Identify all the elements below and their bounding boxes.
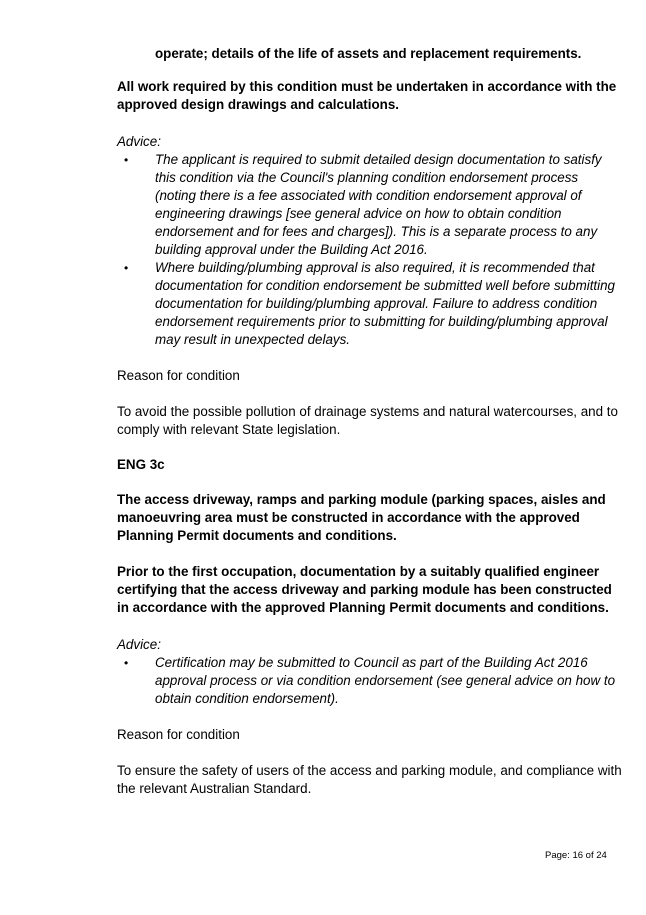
advice-bullet-line: The applicant is required to submit detailed design documentation to satisfy — [155, 152, 602, 167]
page-number: Page: 16 of 24 — [545, 850, 607, 861]
condition-statement-line: approved design drawings and calculations. — [117, 97, 400, 112]
advice-heading: Advice: — [117, 637, 161, 652]
advice-bullet-line: obtain condition endorsement). — [155, 691, 339, 706]
condition-paragraph-line: Planning Permit documents and conditions. — [117, 528, 397, 543]
condition-paragraph-line: manoeuvring area must be constructed in accordance with the approved — [117, 510, 580, 525]
advice-bullet-line: documentation for building/plumbing approval. Failure to address condition — [155, 296, 598, 311]
bullet-marker: • — [124, 656, 129, 670]
reason-heading: Reason for condition — [117, 368, 240, 383]
advice-bullet-line: building approval under the Building Act 2016. — [155, 242, 428, 257]
reason-text-line: the relevant Australian Standard. — [117, 781, 312, 796]
advice-bullet-line: endorsement and for fees and charges]). This is a separate process to any — [155, 224, 598, 239]
advice-bullet-line: Where building/plumbing approval is also required, it is recommended that — [155, 260, 595, 275]
bullet-marker: • — [124, 153, 129, 167]
advice-bullet-line: approval process or via condition endorsement (see general advice on how to — [155, 673, 616, 688]
advice-heading: Advice: — [117, 134, 161, 149]
advice-bullet-line: engineering drawings [see general advice on how to obtain condition — [155, 206, 562, 221]
condition-heading: ENG 3c — [117, 457, 165, 472]
advice-bullet-line: this condition via the Council's planning condition endorsement process — [155, 170, 579, 185]
advice-bullet-line: may result in unexpected delays. — [155, 332, 351, 347]
condition-paragraph-line: Prior to the first occupation, documentation by a suitably qualified engineer — [117, 564, 600, 579]
continuation-line: operate; details of the life of assets and replacement requirements. — [155, 46, 582, 61]
reason-heading: Reason for condition — [117, 727, 240, 742]
condition-paragraph-line: in accordance with the approved Planning Permit documents and conditions. — [117, 600, 609, 615]
condition-statement-line: All work required by this condition must be undertaken in accordance with the — [117, 79, 617, 94]
reason-text-line: To ensure the safety of users of the access and parking module, and compliance with — [117, 763, 622, 778]
reason-text-line: comply with relevant State legislation. — [117, 422, 341, 437]
advice-bullet-line: documentation for condition endorsement be submitted well before submitting — [155, 278, 616, 293]
advice-bullet-line: endorsement requirements prior to submitting for building/plumbing approval — [155, 314, 608, 329]
condition-paragraph-line: certifying that the access driveway and parking module has been constructed — [117, 582, 612, 597]
condition-paragraph-line: The access driveway, ramps and parking module (parking spaces, aisles and — [117, 492, 606, 507]
advice-bullet-line: Certification may be submitted to Council as part of the Building Act 2016 — [155, 655, 588, 670]
bullet-marker: • — [124, 261, 129, 275]
reason-text-line: To avoid the possible pollution of drainage systems and natural watercourses, and to — [117, 404, 618, 419]
advice-bullet-line: (noting there is a fee associated with condition endorsement approval of — [155, 188, 582, 203]
